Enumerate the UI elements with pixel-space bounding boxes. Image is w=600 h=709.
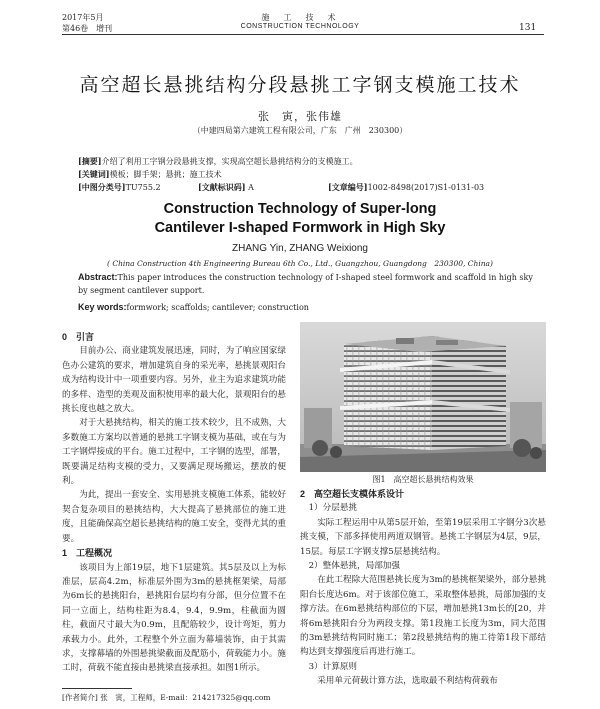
figure-building-rendering bbox=[300, 322, 546, 472]
running-header bbox=[0, 0, 600, 40]
keywords-cn-label: [关键词] bbox=[78, 169, 110, 179]
section-2-2-heading: 2）整体悬挑，局部加强 bbox=[308, 561, 400, 572]
header-volume: 第46卷 增刊 bbox=[62, 24, 113, 33]
title-cn: 高空超长悬挑结构分段悬挑工字钢支模施工技术 bbox=[79, 74, 521, 96]
keywords-cn-text: 模板；脚手架；悬挑；施工技术 bbox=[109, 170, 222, 179]
doc-code-label: [文献标识码] bbox=[198, 182, 246, 192]
footnote-rule bbox=[62, 688, 132, 689]
section-0-paragraph-1: 目前办公、商业建筑发展迅速，同时，为了响应国家绿色办公建筑的要求，增加建筑自身的采光率，悬挑景观阳台成为结构设计中一项重要内容。另外，业主为追求建筑功能的多样、造型的美观及面积使用率的最大化，景观阳台的悬挑长度也越之放大。 bbox=[62, 346, 286, 415]
title-en-line2: Cantilever I-shaped Formwork in High Sky bbox=[154, 220, 446, 236]
section-2-3-paragraph: 采用单元荷载计算方法，选取最不利结构荷载布 bbox=[317, 676, 498, 687]
keywords-en-label: Key words: bbox=[78, 302, 127, 312]
abstract-cn bbox=[78, 156, 548, 167]
clc-value: TU755.2 bbox=[125, 183, 161, 192]
section-2-1-paragraph: 实际工程运用中从第5层开始，至第19层采用工字钢分3次悬挑支模，下部多择使用两道双钢管。悬挑工字钢层为4层，9层，15层。每层工字钢支撑5层悬挑结构。 bbox=[300, 517, 546, 557]
affiliation-cn: （中建四局第六建筑工程有限公司，广东 广州 230300） bbox=[192, 126, 408, 135]
author-footnote: [作者简介] 张 寅，工程师，E-mail：214217325@qq.com bbox=[62, 693, 271, 702]
article-value: 1002-8498(2017)S1-0131-03 bbox=[367, 183, 485, 192]
section-0-paragraph-2: 对于大悬挑结构，相关的施工技术较少，且不成熟，大多数施工方案均以普通的悬挑工字钢支模为基础，或在与为工字钢焊接成的平台。施工过程中，工字钢的选型，部署，既要满足结构支模的受力，又要满足现场搬运，摆放的便利。 bbox=[62, 418, 286, 487]
header-rule bbox=[62, 34, 544, 35]
right-column bbox=[300, 487, 546, 689]
keywords-en-text: formwork; scaffolds; cantilever; construction bbox=[126, 303, 309, 312]
authors-en: ZHANG Yin, ZHANG Weixiong bbox=[232, 243, 368, 254]
doc-code-value: A bbox=[248, 183, 254, 192]
title-en bbox=[0, 200, 600, 238]
section-2-heading: 2 高空超长支模体系设计 bbox=[300, 489, 405, 499]
section-1-heading: 1 工程概况 bbox=[62, 548, 113, 559]
abstract-en-text: This paper introduces the construction technology of I-shaped steel formwork and scaffold in high sky by segment cantilever support. bbox=[78, 273, 533, 295]
section-2-2-paragraph: 在此工程除大范围悬挑长度为3m的悬挑框架梁外，部分悬挑阳台长度达6m。对于该部位施工，采取整体悬挑，局部加强的支撑方法。在6m悬挑结构部位的下层，增加悬挑13m长的[20，并将6m悬挑阳台分为两段支撑。第1段施工长度为3m，同大范围的3m悬挑结构同时施工；第2段悬挑结构的施工待第1段下部结构达到支撑强度后再进行施工。 bbox=[300, 575, 546, 658]
clc-label: [中图分类号] bbox=[78, 182, 126, 192]
section-0-paragraph-3: 为此，提出一套安全、实用悬挑支模施工体系，能较好契合复杂项目的悬挑结构，大大提高了悬挑部位的施工进度，且能确保高空超长悬挑结构的施工安全，变得尤其的重要。 bbox=[62, 490, 286, 544]
abstract-cn-label: [摘要] bbox=[78, 156, 102, 166]
page-number: 131 bbox=[519, 23, 537, 33]
abstract-en-label: Abstract: bbox=[78, 272, 118, 282]
header-journal-cn: 施 工 技 术 bbox=[261, 13, 339, 22]
authors-cn: 张 寅，张伟雄 bbox=[258, 110, 342, 123]
left-column bbox=[62, 330, 286, 676]
section-2-3-heading: 3）计算原则 bbox=[308, 661, 358, 672]
abstract-cn-text: 介绍了利用工字钢分段悬挑支撑，实现高空超长悬挑结构分的支模施工。 bbox=[101, 157, 358, 166]
section-2-1-heading: 1）分层悬挑 bbox=[308, 503, 358, 514]
header-journal-en: CONSTRUCTION TECHNOLOGY bbox=[240, 23, 360, 30]
header-date: 2017年5月 bbox=[62, 13, 104, 22]
section-1-paragraph-1: 该项目为上部19层，地下1层建筑。其5层及以上为标准层，层高4.2m，标准层外围为3m的悬挑框架梁，局部为6m长的悬挑阳台，悬挑阳台层均有分部，但分位置不在同一立面上，结构柱距为8.4，9.4，9.9m，柱截面为圆柱，截面尺寸最大为0.9m，且配筋较少，设计弯矩，剪力承载力小。此外，工程整个外立面为幕墙装饰，由于其需求，支撑幕墙的外围悬挑梁截面及配筋小，荷载能力小。施工时，荷载不能直接由悬挑梁直接承担。如图1所示。 bbox=[62, 562, 286, 674]
affiliation-en: ( China Construction 4th Engineering Bureau 6th Co., Ltd., Guangzhou, Guangdong 230300, China) bbox=[107, 259, 493, 268]
classification-line bbox=[78, 182, 548, 193]
article-label: [文章编号] bbox=[328, 182, 368, 192]
abstract-en bbox=[78, 271, 542, 297]
figure-caption: 图1 高空超长悬挑结构效果 bbox=[372, 475, 474, 484]
keywords-en bbox=[78, 302, 542, 312]
section-0-heading: 0 引言 bbox=[62, 332, 95, 342]
keywords-cn bbox=[78, 169, 548, 180]
title-en-line1: Construction Technology of Super-long bbox=[163, 201, 437, 217]
